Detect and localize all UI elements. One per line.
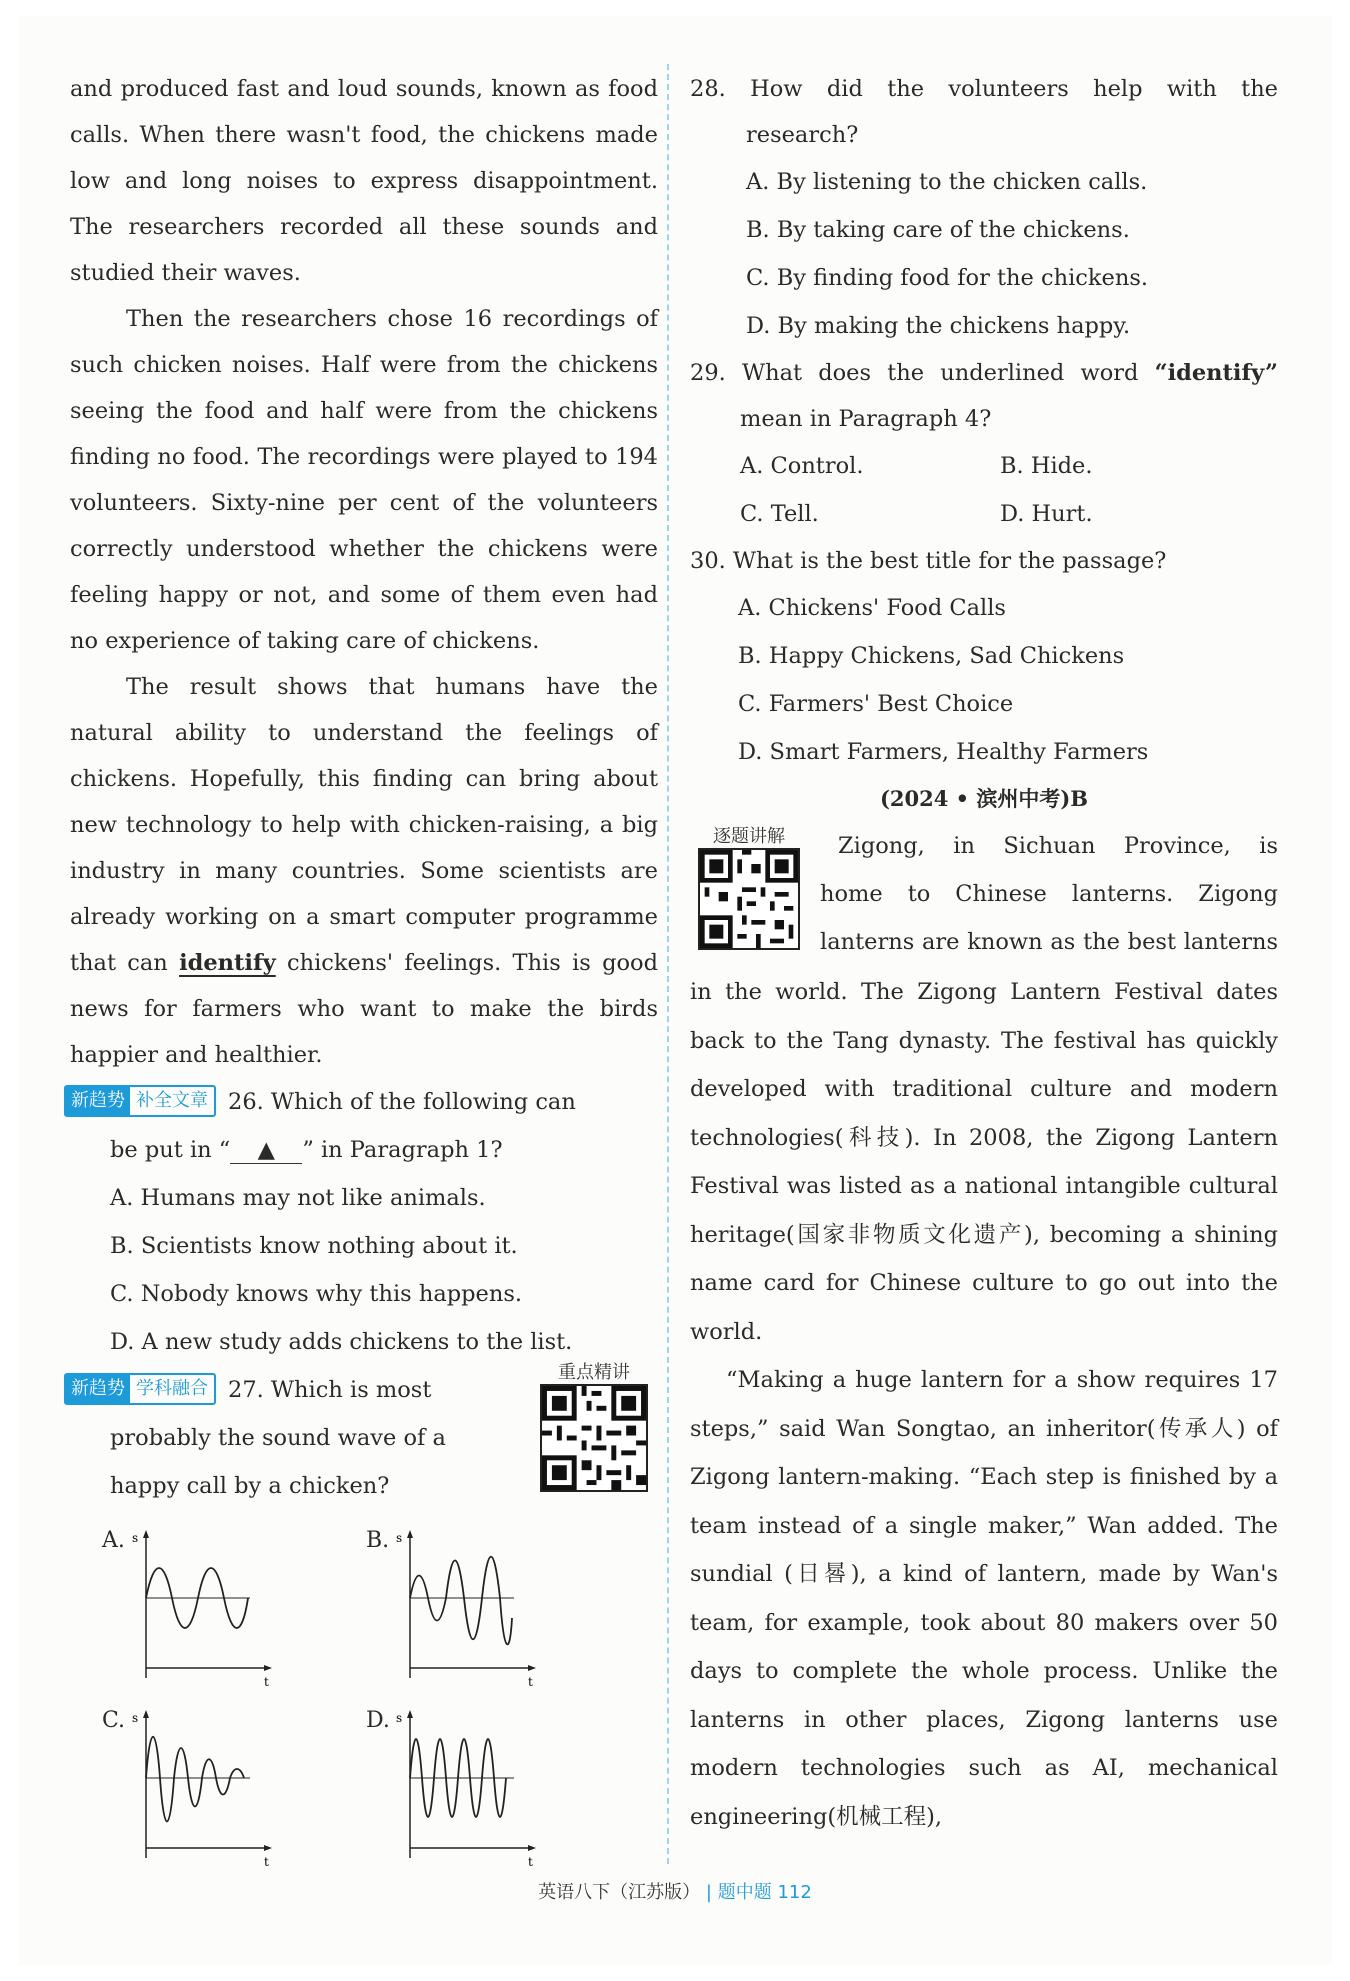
footer-book-title: 英语八下（江苏版） (538, 1882, 701, 1903)
qr-pattern (700, 850, 798, 948)
qr-code-icon[interactable] (698, 848, 800, 950)
q30-stem: 30. What is the best title for the passage? (690, 548, 1167, 574)
passage-b-paragraph-1: in the world. The Zigong Lantern Festival dates back to the Tang dynasty. The festival has quickly developed with traditional culture and modern technologies(科技). In 2008, the Zigong Lantern Festival was listed as a national intangible cultural heritage(国家非物质文化遗产), becoming a shining name card for Chinese culture to go out into the world. (690, 979, 1278, 1345)
sound-wave-graph-d (394, 1708, 544, 1868)
trend-tag (64, 1085, 216, 1117)
passage-b-line-3: lanterns are known as the best lanterns (820, 929, 1278, 955)
tag-label-a: 新趋势 (66, 1087, 130, 1115)
graph-letter: D. (366, 1708, 390, 1733)
tag-label-b: 补全文章 (136, 1090, 208, 1111)
q30-option-d: D. Smart Farmers, Healthy Farmers (738, 739, 1149, 765)
q29-stem-line-2: mean in Paragraph 4? (740, 406, 992, 432)
page-footer: 英语八下（江苏版） | 题中题 112 (538, 1882, 812, 1903)
passage-b-line-1: Zigong, in Sichuan Province, is (838, 833, 1278, 859)
passage-paragraph-3 (70, 664, 658, 1078)
qr-label: 逐题讲解 (713, 826, 785, 847)
q29-option-a: A. Control. (740, 453, 864, 479)
q28-option-b: B. By taking care of the chickens. (746, 217, 1130, 243)
question-26 (64, 1078, 658, 1366)
passage-b-line-2: home to Chinese lanterns. Zigong (820, 881, 1278, 907)
tag-label-a: 新趋势 (66, 1375, 130, 1403)
svg-text:s: s (396, 1531, 403, 1545)
question-30 (690, 538, 1278, 776)
paragraph-3-text-a: The result shows that humans have the natural ability to understand the feelings of chickens. Hopefully, this finding can bring about new technology to help with chicken-raising, a big industry in many countries. Some scientists are already working on a smart computer programme that can (70, 674, 658, 976)
q28-option-d: D. By making the chickens happy. (746, 313, 1131, 339)
left-column (70, 66, 658, 1966)
q27-qr-block (540, 1358, 648, 1494)
q27-stem-line-1: 27. Which is most (228, 1377, 432, 1403)
qr-code-icon[interactable] (540, 1384, 648, 1492)
question-27 (64, 1362, 658, 1966)
q26-stem-post: ” in Paragraph 1? (302, 1137, 503, 1163)
sound-wave-graph-a (130, 1528, 280, 1688)
q29-stem-word: “identify” (1154, 360, 1278, 386)
svg-text:t: t (528, 1675, 533, 1688)
q28-stem-line-2: research? (746, 122, 859, 148)
q27-stem-line-2: probably the sound wave of a (110, 1425, 446, 1451)
qr-pattern (542, 1386, 646, 1490)
svg-text:t: t (528, 1855, 533, 1868)
question-29 (690, 350, 1278, 538)
passage-b-wrap-lines (820, 822, 1278, 966)
q28-option-c: C. By finding food for the chickens. (746, 265, 1149, 291)
svg-text:s: s (132, 1711, 139, 1725)
footer-page-number: 112 (777, 1882, 812, 1903)
axis-label-t: t (264, 1675, 269, 1688)
trend-tag (64, 1373, 216, 1405)
q30-option-c: C. Farmers' Best Choice (738, 691, 1014, 717)
column-divider (667, 64, 669, 1864)
passage-paragraph-1: and produced fast and loud sounds, known as food calls. When there wasn't food, the chickens made low and long noises to express disappointment. The researchers recorded all these sounds and studied their waves. (70, 76, 658, 286)
question-28 (690, 66, 1278, 350)
q26-option-d: D. A new study adds chickens to the list. (110, 1329, 573, 1355)
tag-label-b: 学科融合 (136, 1378, 208, 1399)
passage-paragraph-2: Then the researchers chose 16 recordings of such chicken noises. Half were from the chickens seeing the food and half were from the chickens finding no food. The recordings were played to 194 volunteers. Sixty-nine per cent of the volunteers correctly understood whether the chickens were feeling happy or not, and some of them even had no experience of taking care of chickens. (70, 306, 658, 654)
qr-label: 重点精讲 (558, 1362, 630, 1383)
q29-option-c: C. Tell. (740, 501, 819, 527)
q29-options-row-2 (690, 490, 1278, 538)
sound-wave-graph-c (130, 1708, 280, 1868)
q29-option-d: D. Hurt. (1000, 501, 1093, 527)
graph-letter: C. (102, 1708, 126, 1733)
passage-b-intro (690, 822, 1278, 968)
q27-stem-line-3: happy call by a chicken? (110, 1473, 390, 1499)
q29-stem-text: 29. What does the underlined word (690, 360, 1155, 386)
passage-b-source: (2024 • 滨州中考)B (879, 786, 1089, 811)
paragraph-3-text-b: chickens' feelings. This is good news for farmers who want to make the birds happier and healthier. (70, 950, 658, 1068)
graph-letter: A. (102, 1528, 125, 1553)
q28-stem-line-1: 28. How did the volunteers help with the (690, 76, 1278, 102)
q26-option-a: A. Humans may not like animals. (110, 1185, 486, 1211)
svg-text:t: t (264, 1855, 269, 1868)
q29-option-b: B. Hide. (1000, 453, 1093, 479)
right-column (690, 66, 1278, 1841)
footer-series: 题中题 (717, 1882, 772, 1903)
graph-letter: B. (366, 1528, 390, 1553)
sound-wave-graph-b (394, 1528, 544, 1688)
q30-option-b: B. Happy Chickens, Sad Chickens (738, 643, 1125, 669)
q29-options-row-1 (690, 442, 1278, 490)
underlined-word-identify: identify (179, 950, 276, 976)
svg-text:s: s (396, 1711, 403, 1725)
q26-stem-pre: be put in “ (110, 1137, 231, 1163)
passage-b-qr-block (698, 822, 800, 952)
q28-option-a: A. By listening to the chicken calls. (746, 169, 1148, 195)
q26-stem-line-1: 26. Which of the following can (228, 1089, 576, 1115)
axis-label-s: s (132, 1531, 139, 1545)
passage-b-paragraph-2: “Making a huge lantern for a show requires 17 steps,” said Wan Songtao, an inheritor(传承人) of Zigong lantern-making. “Each step is finished by a team instead of a single maker,” Wan added. The sundial (日晷), a kind of lantern, made by Wan's team, for example, took about 80 makers over 50 days to complete the whole process. Unlike the lanterns in other places, Zigong lanterns use modern technologies such as AI, mechanical engineering(机械工程), (690, 1367, 1278, 1830)
q30-option-a: A. Chickens' Food Calls (738, 595, 1006, 621)
q26-option-b: B. Scientists know nothing about it. (110, 1233, 518, 1259)
q26-option-c: C. Nobody knows why this happens. (110, 1281, 523, 1307)
triangle-blank-mark: ▲ (230, 1137, 302, 1164)
